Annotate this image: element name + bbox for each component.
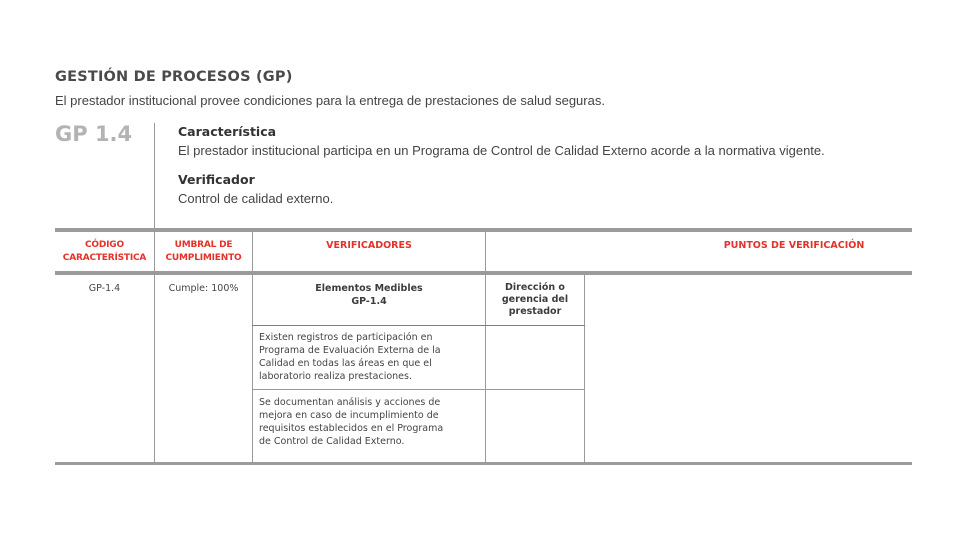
column-divider <box>584 275 585 462</box>
characteristic-code: GP 1.4 <box>55 122 133 146</box>
column-divider <box>252 232 253 462</box>
elementos-line1: Elementos Medibles <box>315 283 423 294</box>
subheader-rule <box>252 325 585 326</box>
cell-umbral: Cumple: 100% <box>168 283 239 294</box>
measurable-item-line: mejora en caso de incumplimiento de <box>259 410 439 421</box>
verifier-heading: Verificador <box>178 172 255 187</box>
cell-direccion <box>486 282 584 318</box>
elementos-line2: GP-1.4 <box>351 296 387 307</box>
section-subtitle: El prestador institucional provee condiciones para la entrega de prestaciones de salud seguras. <box>55 93 605 108</box>
measurable-item <box>259 396 483 448</box>
column-divider <box>485 232 486 462</box>
measurable-item-line: Programa de Evaluación Externa de la <box>259 345 441 356</box>
row-divider <box>252 389 585 390</box>
verifier-text: Control de calidad externo. <box>178 191 334 206</box>
measurable-item-line: Se documentan análisis y acciones de <box>259 397 441 408</box>
header-codigo-line1: CÓDIGO <box>85 240 124 250</box>
measurable-item-line: Calidad en todas las áreas en que el <box>259 358 432 369</box>
header-codigo-line2: CARACTERÍSTICA <box>62 253 147 263</box>
measurable-item <box>259 331 483 383</box>
header-verificadores: VERIFICADORES <box>326 240 412 251</box>
table-bottom-rule <box>55 462 912 465</box>
characteristic-heading: Característica <box>178 124 277 139</box>
table-top-rule <box>55 228 912 232</box>
column-divider <box>154 232 155 462</box>
direccion-line2: gerencia del <box>501 294 569 305</box>
direccion-line1: Dirección o <box>505 282 565 293</box>
cell-elementos-medibles <box>253 282 485 308</box>
header-puntos <box>486 239 912 252</box>
characteristic-text: El prestador institucional participa en un Programa de Control de Calidad Externo acorde a la normativa vigente. <box>178 143 825 158</box>
header-umbral-line1: UMBRAL DE <box>174 240 233 250</box>
header-puntos-label: PUNTOS DE VERIFICACIÓN <box>723 240 865 251</box>
measurable-item-line: de Control de Calidad Externo. <box>259 436 405 447</box>
section-title: GESTIÓN DE PROCESOS (GP) <box>55 69 293 85</box>
measurable-item-line: Existen registros de participación en <box>259 332 433 343</box>
direccion-line3: prestador <box>508 306 562 317</box>
header-codigo <box>55 239 154 265</box>
characteristic-divider <box>154 123 155 229</box>
measurable-item-line: requisitos establecidos en el Programa <box>259 423 444 434</box>
header-umbral <box>155 239 252 265</box>
table-header-rule <box>55 271 912 275</box>
header-umbral-line2: CUMPLIMIENTO <box>165 253 242 263</box>
measurable-item-line: laboratorio realiza prestaciones. <box>259 371 412 382</box>
cell-codigo: GP-1.4 <box>88 283 121 294</box>
